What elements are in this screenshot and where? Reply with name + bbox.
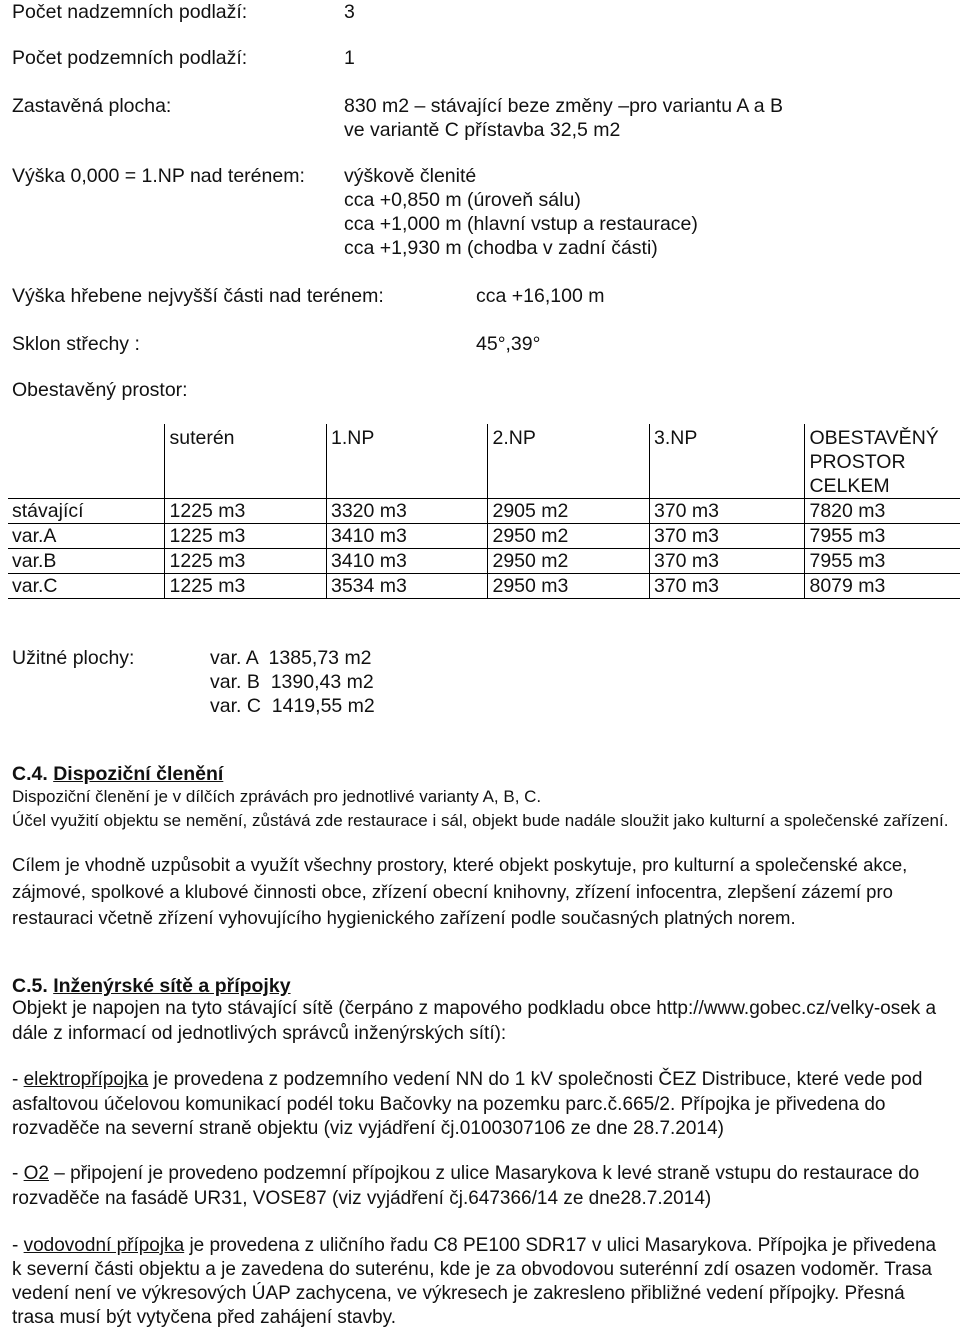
height-line1: výškově členité (344, 165, 477, 187)
table-cell: 2950 m2 (488, 549, 650, 574)
floors-above-value: 3 (344, 1, 355, 23)
table-cell: var.C (8, 574, 165, 599)
utility-item-prefix: - (12, 1235, 24, 1256)
built-area-line1: 830 m2 – stávající beze změny –pro variantu A a B (344, 95, 783, 117)
roof-slope-label: Sklon střechy : (12, 333, 140, 355)
height-line3: cca +1,000 m (hlavní vstup a restaurace) (344, 213, 698, 235)
table-cell: 370 m3 (649, 549, 804, 574)
table-cell: var.B (8, 549, 165, 574)
floors-above-label: Počet nadzemních podlaží: (12, 1, 248, 23)
section-c5-intro: Objekt je napojen na tyto stávající sítě (čerpáno z mapového podkladu obce http://www.gobec.cz/velky-osek a dále z informací od jednotlivých správců inženýrských sítí): (12, 998, 937, 1044)
table-cell: 1225 m3 (165, 574, 327, 599)
height-line2: cca +0,850 m (úroveň sálu) (344, 189, 581, 211)
table-row (8, 574, 960, 599)
table-cell: var.A (8, 524, 165, 549)
utility-text-electric: je provedena z podzemního vedení NN do 1 kV společnosti ČEZ Distribuce, které vede pod asfaltovou účelovou komunikací podél toku Bačovky na pozemku parc.č.665/2. Přípojka je přivedena do rozvaděče na severní straně objektu (viz vyjádření čj.0100307106 ze dne 28.7.2014) (12, 1069, 923, 1139)
ridge-height-value: cca +16,100 m (476, 285, 605, 307)
table-cell: 7820 m3 (805, 499, 960, 524)
table-cell: 2950 m3 (488, 574, 650, 599)
utility-item-electric (12, 1068, 950, 1142)
table-cell: 370 m3 (649, 574, 804, 599)
table-cell: 370 m3 (649, 499, 804, 524)
section-c5-title: Inženýrské sítě a přípojky (53, 975, 291, 997)
useful-area-var-a: var. A 1385,73 m2 (210, 647, 372, 669)
utility-text-water: je provedena z uličního řadu C8 PE100 SDR17 v ulici Masarykova. Přípojka je přivedena k severní části objektu a je zavedena do suterénu, kde je za obvodovou suterénní zdí osazen vodoměr. Trasa vedení není ve výkresových ÚAP zachycena, ve výkresech je zakresleno přibližné vedení přípojky. Přesná trasa musí být vytyčena před zahájení stavby. (12, 1235, 937, 1328)
table-cell: 8079 m3 (805, 574, 960, 599)
volume-table (8, 424, 960, 599)
table-row (8, 524, 960, 549)
height-label: Výška 0,000 = 1.NP nad terénem: (12, 165, 305, 187)
useful-areas-label: Užitné plochy: (12, 647, 135, 669)
table-cell: stávající (8, 499, 165, 524)
utility-term-electric: elektropřípojka (23, 1069, 149, 1090)
utility-item-prefix: - (12, 1163, 24, 1184)
section-c4-heading (12, 762, 223, 786)
table-cell: 370 m3 (649, 524, 804, 549)
useful-area-var-c: var. C 1419,55 m2 (210, 695, 375, 717)
table-header-cell: OBESTAVĚNÝ PROSTOR CELKEM (805, 424, 960, 499)
section-c4-paragraph-1: Dispoziční členění je v dílčích zprávách pro jednotlivé varianty A, B, C. (12, 787, 542, 806)
utility-item-o2 (12, 1162, 950, 1211)
utility-term-o2: O2 (23, 1163, 49, 1184)
useful-area-var-b: var. B 1390,43 m2 (210, 671, 374, 693)
floors-below-value: 1 (344, 47, 355, 69)
utility-text-o2: – připojení je provedeno podzemní přípojkou z ulice Masarykova k levé straně vstupu do restaurace do rozvaděče na fasádě UR31, VOSE87 (viz vyjádření čj.647366/14 ze dne28.7.2014) (12, 1163, 920, 1209)
built-area-label: Zastavěná plocha: (12, 95, 172, 117)
section-c4-number: C.4. (12, 763, 48, 785)
volume-label: Obestavěný prostor: (12, 379, 188, 401)
table-cell: 3410 m3 (326, 524, 488, 549)
section-c4-title: Dispoziční členění (53, 763, 224, 785)
utility-item-water (12, 1234, 950, 1330)
table-row (8, 549, 960, 574)
section-c5-heading (12, 974, 291, 998)
roof-slope-value: 45°,39° (476, 333, 541, 355)
table-header-cell: 3.NP (649, 424, 804, 499)
table-cell: 1225 m3 (165, 524, 327, 549)
floors-below-label: Počet podzemních podlaží: (12, 47, 248, 69)
table-cell: 3534 m3 (326, 574, 488, 599)
utility-term-water: vodovodní přípojka (23, 1235, 185, 1256)
table-row (8, 499, 960, 524)
table-header-cell: 1.NP (326, 424, 488, 499)
table-header-cell (8, 424, 165, 499)
table-cell: 2950 m2 (488, 524, 650, 549)
table-header-cell: 2.NP (488, 424, 650, 499)
table-cell: 7955 m3 (805, 524, 960, 549)
table-cell: 3320 m3 (326, 499, 488, 524)
table-cell: 2905 m2 (488, 499, 650, 524)
volume-table-header (8, 424, 960, 499)
utility-item-prefix: - (12, 1069, 24, 1090)
section-c4-paragraph-3: Cílem je vhodně uzpůsobit a využít všechny prostory, které objekt poskytuje, pro kulturní a společenské akce, zájmové, spolkové a klubové činnosti obce, zřízení obecní knihovny, zřízení infocentra, zlepšení zázemí pro restauraci včetně zřízení vyhovujícího hygienického zařízení podle současných platných norem. (12, 854, 908, 928)
section-c5-number: C.5. (12, 975, 48, 997)
built-area-line2: ve variantě C přístavba 32,5 m2 (344, 119, 621, 141)
table-cell: 3410 m3 (326, 549, 488, 574)
table-cell: 7955 m3 (805, 549, 960, 574)
section-c4-paragraph-2: Účel využití objektu se nemění, zůstává zde restaurace i sál, objekt bude nadále sloužit jako kulturní a společenské zařízení. (12, 811, 949, 830)
height-line4: cca +1,930 m (chodba v zadní části) (344, 237, 658, 259)
table-cell: 1225 m3 (165, 499, 327, 524)
table-header-cell: suterén (165, 424, 327, 499)
ridge-height-label: Výška hřebene nejvyšší části nad terénem: (12, 285, 384, 307)
table-cell: 1225 m3 (165, 549, 327, 574)
